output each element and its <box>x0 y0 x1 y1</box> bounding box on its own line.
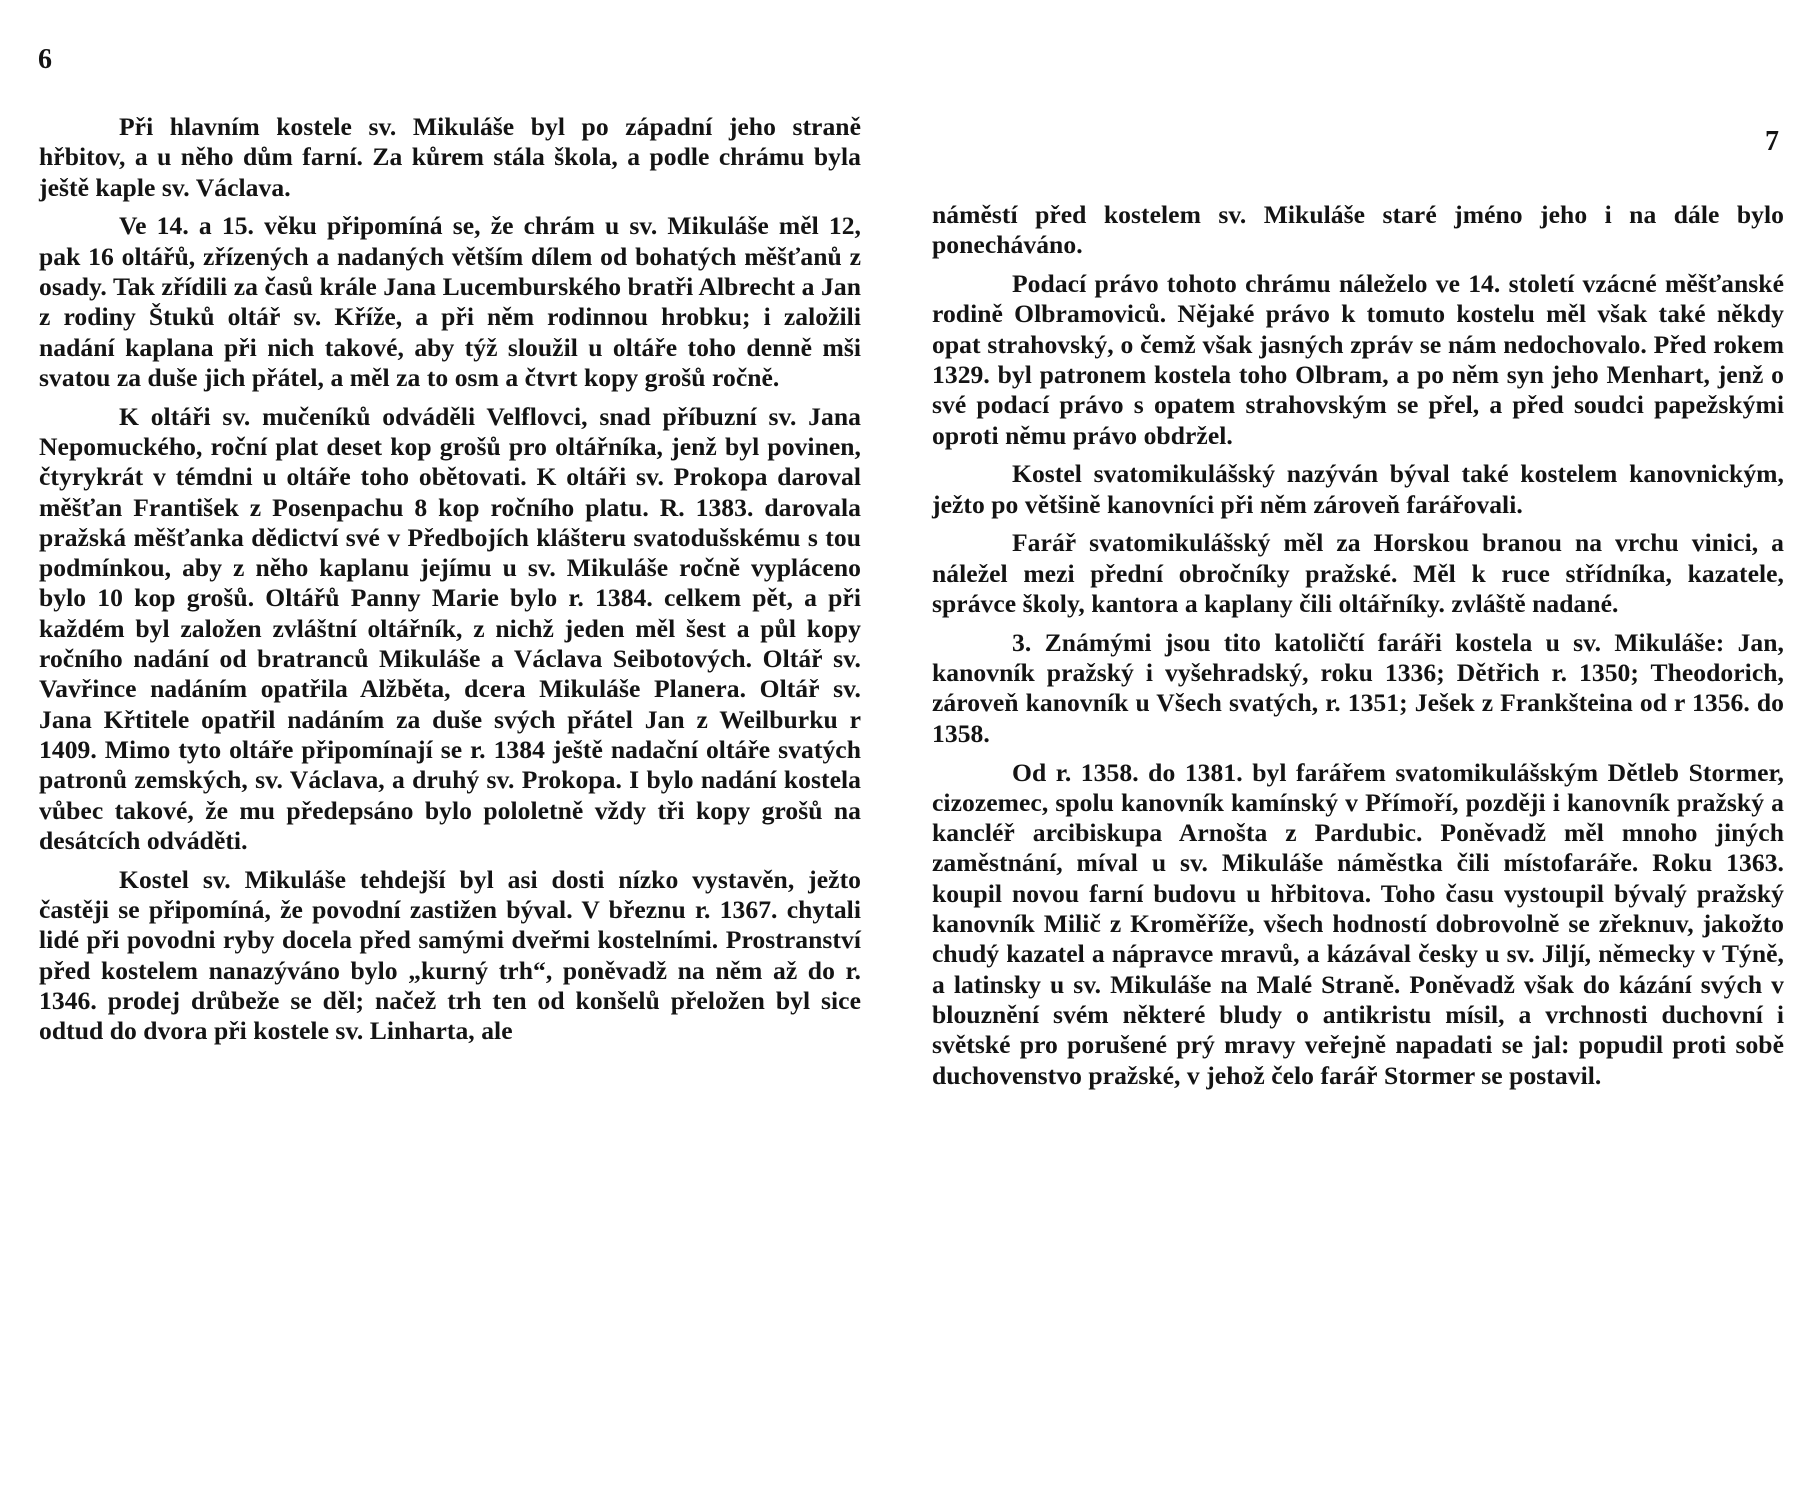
paragraph: Od r. 1358. do 1381. byl farářem svatomikulášským Dětleb Stormer, cizozemec, spolu kanovník kamínský v Přímoří, později i kanovník pražský a kancléř arcibiskupa Arnošta z Pardubic. Poněvadž měl mnoho jiných zaměstnání, míval u sv. Mikuláše náměstka čili místofaráře. Roku 1363. koupil novou farní budovu u hřbitova. Toho času vystoupil bývalý pražský kanovník Milič z Kroměříže, všech hodností dobrovolně se zřeknuv, jakožto chudý kazatel a nápravce mravů, a kázával česky u sv. Jiljí, německy v Týně, a latinsky u sv. Mikuláše na Malé Straně. Poněvadž však do kázání svých v blouznění svém některé bludy o antikristu mísil, a vrchnosti duchovní i světské pro porušené prý mravy veřejně napadati se jal: popudil proti sobě duchovenstvo pražské, v jehož čelo farář Stormer se postavil. <box>932 757 1784 1090</box>
paragraph: Podací právo tohoto chrámu náleželo ve 14. století vzácné měšťanské rodině Olbramoviců. Nějaké právo k tomuto kostelu měl však také někdy opat strahovský, o čemž však jasných zpráv se nám nedochovalo. Před rokem 1329. byl patronem kostela toho Olbram, a po něm syn jeho Menhart, jenž o své podací právo s opatem strahovským se přel, a před soudci papežskými oproti němu právo obdržel. <box>932 269 1784 450</box>
paragraph: Ve 14. a 15. věku připomíná se, že chrám u sv. Mikuláše měl 12, pak 16 oltářů, zřízených a nadaných větším dílem od bohatých měšťanů z osady. Tak zřídili za časů krále Jana Lucemburského bratři Albrecht a Jan z rodiny Štuků oltář sv. Kříže, a při něm rodinnou hrobku; i založili nadání kaplana při nich takové, aby týž sloužil u oltáře toho denně mši svatou za duše jich přátel, a měl za to osm a čtvrt kopy grošů ročně. <box>39 211 861 392</box>
left-page-text <box>39 112 861 1055</box>
page-number: 7 <box>1765 126 1779 157</box>
paragraph: Při hlavním kostele sv. Mikuláše byl po západní jeho straně hřbitov, a u něho dům farní. Za kůrem stála škola, a podle chrámu byla ještě kaple sv. Václava. <box>39 112 861 202</box>
page-number: 6 <box>38 44 52 75</box>
paragraph: Farář svatomikulášský měl za Horskou branou na vrchu vinici, a náležel mezi přední obročníky pražské. Měl k ruce střídníka, kazatele, správce školy, kantora a kaplany čili oltářníky. zvláště nadané. <box>932 528 1784 619</box>
paragraph: 3. Známými jsou tito katoličtí faráři kostela u sv. Mikuláše: Jan, kanovník pražský i vyšehradský, roku 1336; Dětřich r. 1350; Theodorich, zároveň kanovník u Všech svatých, r. 1351; Ješek z Frankšteina od r 1356. do 1358. <box>932 627 1784 748</box>
paragraph: Kostel sv. Mikuláše tehdejší byl asi dosti nízko vystavěn, ježto častěji se připomíná, že povodní zastižen býval. V březnu r. 1367. chytali lidé při povodni ryby docela před samými dveřmi kostelními. Prostranství před kostelem nanazýváno bylo „kurný trh“, poněvadž na něm až do r. 1346. prodej drůbeže se děl; načež trh ten od konšelů přeložen byl sice odtud do dvora při kostele sv. Linharta, ale <box>39 864 861 1046</box>
right-page <box>899 0 1798 1500</box>
right-page-text <box>932 200 1784 1099</box>
paragraph: Kostel svatomikulášský nazýván býval také kostelem kanovnickým, ježto po většině kanovníci při něm zároveň farářovali. <box>932 459 1784 519</box>
paragraph-continued: náměstí před kostelem sv. Mikuláše staré jméno jeho i na dále bylo ponecháváno. <box>932 200 1784 260</box>
paragraph: K oltáři sv. mučeníků odváděli Velflovci, snad příbuzní sv. Jana Nepomuckého, roční plat deset kop grošů pro oltářníka, jenž byl povinen, čtyrykrát v témdni u oltáře toho obětovati. K oltáři sv. Prokopa daroval měšťan František z Posenpachu 8 kop ročního platu. R. 1383. darovala pražská měšťanka dědictví své v Předbojích klášteru svatodušskému s tou podmínkou, aby z něho kaplanu jejímu u sv. Mikuláše ročně vypláceno bylo 10 kop grošů. Oltářů Panny Marie bylo r. 1384. celkem pět, a při každém byl založen zvláštní oltářník, z nichž jeden měl šest a půl kopy ročního nadání od bratranců Mikuláše a Václava Seibotových. Oltář sv. Vavřince nadáním opatřila Alžběta, dcera Mikuláše Planera. Oltář sv. Jana Křtitele opatřil nadáním za duše svých přátel Jan z Weilburku r 1409. Mimo tyto oltáře připomínají se r. 1384 ještě nadační oltáře svatých patronů zemských, sv. Václava, a druhý sv. Prokopa. I bylo nadání kostela vůbec takové, že mu předepsáno bylo pololetně vždy tři kopy grošů na desátcích odváděti. <box>39 401 861 855</box>
